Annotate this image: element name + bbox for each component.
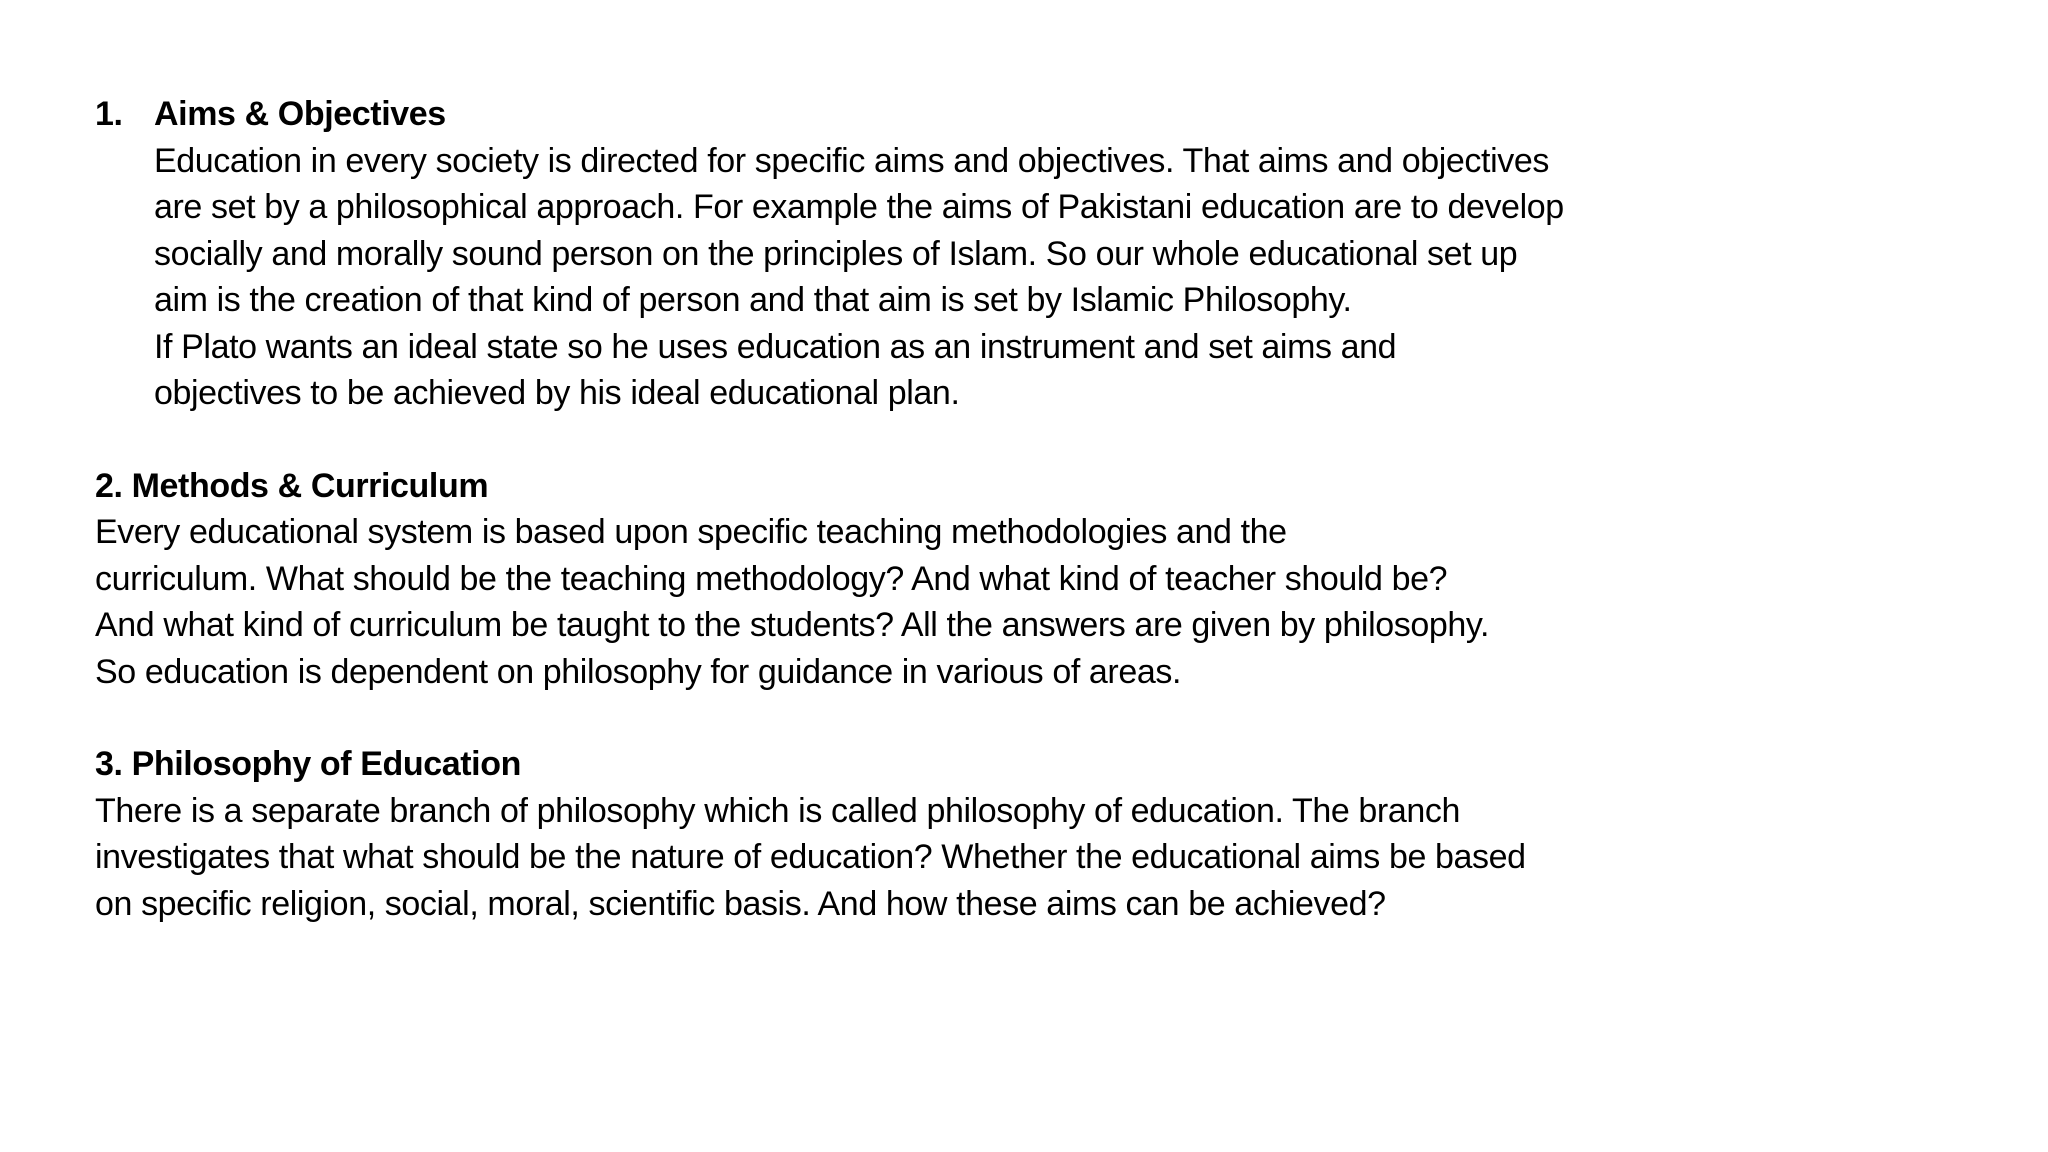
body-line: curriculum. What should be the teaching methodology? And what kind of teacher should be? — [95, 559, 1448, 598]
section-heading: Aims & Objectives — [154, 95, 446, 133]
section-philosophy-of-education — [95, 741, 1835, 927]
section-body — [95, 138, 1835, 417]
body-line: And what kind of curriculum be taught to the students? All the answers are given by philosophy. — [95, 606, 1489, 644]
body-line: If Plato wants an ideal state so he uses education as an instrument and set aims and — [154, 327, 1397, 366]
body-line: There is a separate branch of philosophy which is called philosophy of education. The branch — [95, 791, 1460, 830]
section-heading: 2. Methods & Curriculum — [95, 466, 489, 505]
body-line: socially and morally sound person on the principles of Islam. So our whole educational set up — [154, 234, 1518, 273]
section-heading: 3. Philosophy of Education — [95, 745, 521, 783]
section-aims-objectives — [95, 91, 1835, 417]
body-line: objectives to be achieved by his ideal educational plan. — [154, 374, 960, 412]
section-heading-row — [95, 91, 1835, 138]
body-line: are set by a philosophical approach. For example the aims of Pakistani education are to develop — [154, 188, 1564, 226]
body-line: Education in every society is directed for specific aims and objectives. That aims and objectives — [154, 141, 1549, 180]
section-methods-curriculum — [95, 463, 1835, 696]
body-line: So education is dependent on philosophy for guidance in various of areas. — [95, 652, 1182, 691]
slide-content — [95, 91, 1835, 927]
body-line: aim is the creation of that kind of person and that aim is set by Islamic Philosophy. — [154, 281, 1352, 319]
section-number: 1. — [95, 95, 123, 133]
body-line: Every educational system is based upon specific teaching methodologies and the — [95, 513, 1287, 551]
body-line: investigates that what should be the nature of education? Whether the educational aims be based — [95, 838, 1526, 876]
body-line: on specific religion, social, moral, scientific basis. And how these aims can be achieved? — [95, 884, 1386, 923]
